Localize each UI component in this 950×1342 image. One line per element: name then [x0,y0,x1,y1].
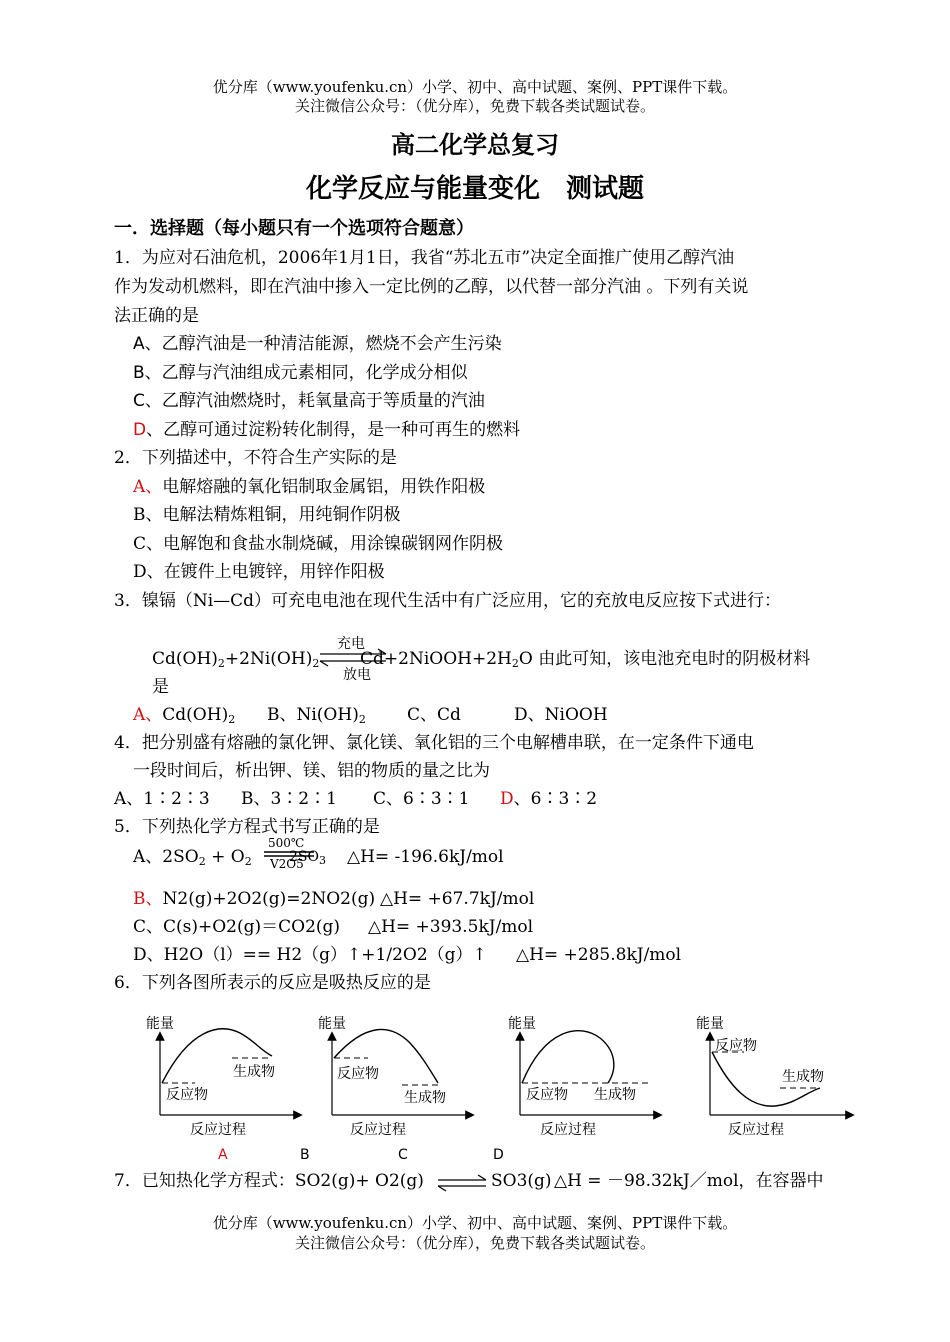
q3-discharge-label: 放电 [343,667,371,683]
q4-option-a: A、1∶2∶3 [114,789,210,809]
q3-stem: 3．镍镉（Ni—Cd）可充电电池在现代生活中有广泛应用，它的充放电反应按下式进行： [114,591,782,611]
q1-option-b: B、乙醇与汽油组成元素相同，化学成分相似 [133,363,468,383]
q3-option-d: D、NiOOH [514,705,608,725]
q4-answer-marker: D [500,789,514,809]
q5-condition-temperature: 500℃ [268,836,305,850]
q5-condition-catalyst: V2O5 [270,857,304,871]
q1-answer-marker: D [133,420,147,440]
q5-answer-marker: B、 [133,889,163,909]
diagram-b-ylabel: 能量 [318,1016,346,1032]
diagram-d-letter: D [493,1147,504,1163]
q5-option-d: D、H2O（l）== H2（g）↑+1/2O2（g）↑ [133,945,487,965]
diagram-c-ylabel: 能量 [508,1016,536,1032]
q5-option-a-product: $2SO_3$ [289,849,326,867]
q2-option-d: D、在镀件上电镀锌，用锌作阳极 [133,562,385,582]
diagram-c-xlabel: 反应过程 [540,1122,596,1138]
diagram-b-product: 生成物 [404,1090,446,1106]
footer-line-2: 关注微信公众号：（优分库），免费下载各类试题试卷。 [294,1234,655,1252]
diagram-a [146,1015,298,1163]
diagram-c-reactant: 反应物 [526,1087,568,1103]
q2-option-b: B、电解法精炼粗铜，用纯铜作阴极 [133,505,401,525]
q7-dh: △H = －98.32kJ／mol，在容器中 [554,1171,824,1191]
energy-diagrams [140,1008,870,1168]
q6-stem: 6．下列各图所表示的反应是吸热反应的是 [114,973,431,993]
diagram-a-product: 生成物 [233,1064,275,1080]
diagram-d-product: 生成物 [782,1069,824,1085]
q5-option-c: C、C(s)+O2(g)＝CO2(g) [133,917,341,937]
diagram-b-xlabel: 反应过程 [350,1122,406,1138]
q4-option-c: C、6∶3∶1 [373,789,470,809]
q1-stem-line-2: 作为发动机燃料，即在汽油中掺入一定比例的乙醇，以代替一部分汽油 。下列有关说 [114,277,749,297]
q3-answer-marker: A、 [133,705,163,725]
q4-option-b: B、3∶2∶1 [241,789,337,809]
diagram-c-curve [522,1031,614,1083]
q3-stem-cont: 是 [152,677,169,697]
q5-stem: 5．下列热化学方程式书写正确的是 [114,817,380,837]
page-title: 高二化学总复习 [391,130,559,159]
diagram-b [300,1015,470,1163]
q4-stem-line-1: 4．把分别盛有熔融的氯化钾、氯化镁、氧化铝的三个电解槽串联，在一定条件下通电 [114,733,754,753]
page-subtitle: 化学反应与能量变化 测试题 [305,174,644,204]
q5-option-a-reactants: A、$2SO_2 + O_2$ [133,847,252,868]
q2-stem: 2．下列描述中，不符合生产实际的是 [114,448,397,468]
q2-answer-marker: A、 [133,477,163,497]
q3-equation-left: $Cd(OH)_2+2Ni(OH)_2$ [152,649,320,670]
diagram-c-letter: C [398,1147,408,1163]
q1-option-a: A、乙醇汽油是一种清洁能源，燃烧不会产生污染 [133,334,502,354]
q7-reversible-arrow-icon [436,1173,488,1193]
q4-option-d: D、6∶3∶2 [500,789,598,809]
q5-option-d-dh: △H= +285.8kJ/mol [516,945,682,965]
q7-stem-start: 7．已知热化学方程式：SO2(g)+ O2(g) [114,1171,424,1191]
q1-stem-line-1: 1．为应对石油危机，2006年1月1日，我省“苏北五市”决定全面推广使用乙醇汽油 [114,248,735,268]
section-heading: 一．选择题（每小题只有一个选项符合题意） [114,218,474,239]
diagram-c-product: 生成物 [594,1087,636,1103]
diagram-a-letter: A [218,1147,228,1163]
q7-product: SO3(g) [491,1171,552,1191]
diagram-c [398,1015,658,1163]
q3-charge-label: 充电 [337,636,365,652]
q3-option-a: A、$Cd(OH)_2$ [133,705,236,726]
q5-option-a-dh: △H= -196.6kJ/mol [347,847,504,867]
q5-option-c-dh: △H= +393.5kJ/mol [368,917,534,937]
diagram-d-reactant: 反应物 [715,1038,757,1054]
q2-option-a: A、电解熔融的氧化铝制取金属铝，用铁作阳极 [133,477,486,497]
q2-option-c: C、电解饱和食盐水制烧碱，用涂镍碳钢网作阴极 [133,534,504,554]
q3-option-b: B、$Ni(OH)_2$ [267,705,366,726]
q1-option-c: C、乙醇汽油燃烧时，耗氧量高于等质量的汽油 [133,391,485,411]
header-line-1: 优分库（www.youfenku.cn）小学、初中、高中试题、案例、PPT课件下载。 [212,78,738,96]
q5-option-b-dh: △H= +67.7kJ/mol [380,889,535,909]
footer-line-1: 优分库（www.youfenku.cn）小学、初中、高中试题、案例、PPT课件下载。 [212,1214,738,1232]
q3-equation-right: $Cd+2NiOOH+2H_2O$ 由此可知，该电池充电时的阴极材料 [360,649,811,670]
diagram-a-xlabel: 反应过程 [190,1122,246,1138]
diagram-d-xlabel: 反应过程 [728,1122,784,1138]
q1-option-d: D、乙醇可通过淀粉转化制得，是一种可再生的燃料 [133,420,521,440]
q3-option-c: C、Cd [407,705,461,725]
q5-option-b: B、N2(g)+2O2(g)=2NO2(g) [133,889,376,909]
diagram-b-letter: B [300,1147,310,1163]
diagram-b-reactant: 反应物 [337,1066,379,1082]
q1-stem-line-3: 法正确的是 [114,306,199,326]
q4-stem-line-2: 一段时间后，析出钾、镁、铝的物质的量之比为 [133,761,490,781]
diagram-a-reactant: 反应物 [166,1087,208,1103]
diagram-d-ylabel: 能量 [696,1016,724,1032]
header-line-2: 关注微信公众号：（优分库），免费下载各类试题试卷。 [294,97,655,115]
diagram-a-ylabel: 能量 [146,1016,174,1032]
